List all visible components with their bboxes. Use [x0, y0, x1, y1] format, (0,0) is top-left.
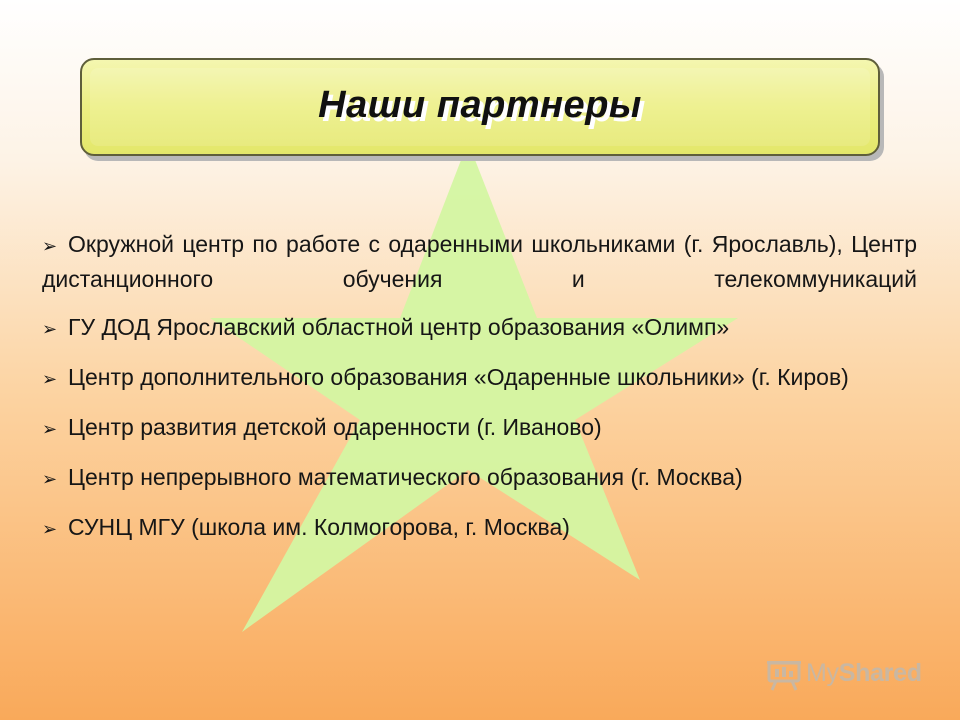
title-box [80, 58, 880, 156]
arrow-bullet-icon: ➢ [42, 369, 58, 389]
list-item [42, 228, 917, 296]
watermark-text: MyShared [806, 659, 922, 687]
list-item-text: ГУ ДОД Ярославский областной центр образования «Олимп» [68, 314, 730, 340]
arrow-bullet-icon: ➢ [42, 236, 58, 256]
list-item-text: Центр непрерывного математического образования (г. Москва) [68, 464, 743, 490]
partners-list [42, 228, 917, 561]
list-item-text: Центр развития детской одаренности (г. Иваново) [68, 414, 602, 440]
arrow-bullet-icon: ➢ [42, 519, 58, 539]
list-item [42, 361, 917, 396]
list-item-text: Окружной центр по работе с одаренными школьниками (г. Ярославль), Центр дистанционного обучения и телекоммуникаций [42, 231, 917, 292]
list-item-text: СУНЦ МГУ (школа им. Колмогорова, г. Москва) [68, 514, 570, 540]
list-item-text: Центр дополнительного образования «Одаренные школьники» (г. Киров) [68, 364, 849, 390]
myshared-watermark[interactable] [766, 657, 926, 693]
arrow-bullet-icon: ➢ [42, 319, 58, 339]
list-item [42, 311, 917, 346]
arrow-bullet-icon: ➢ [42, 469, 58, 489]
list-item [42, 411, 917, 446]
presentation-board-icon [766, 659, 802, 691]
list-item [42, 511, 917, 546]
list-item [42, 461, 917, 496]
slide-title: Наши партнеры [318, 84, 642, 126]
arrow-bullet-icon: ➢ [42, 419, 58, 439]
